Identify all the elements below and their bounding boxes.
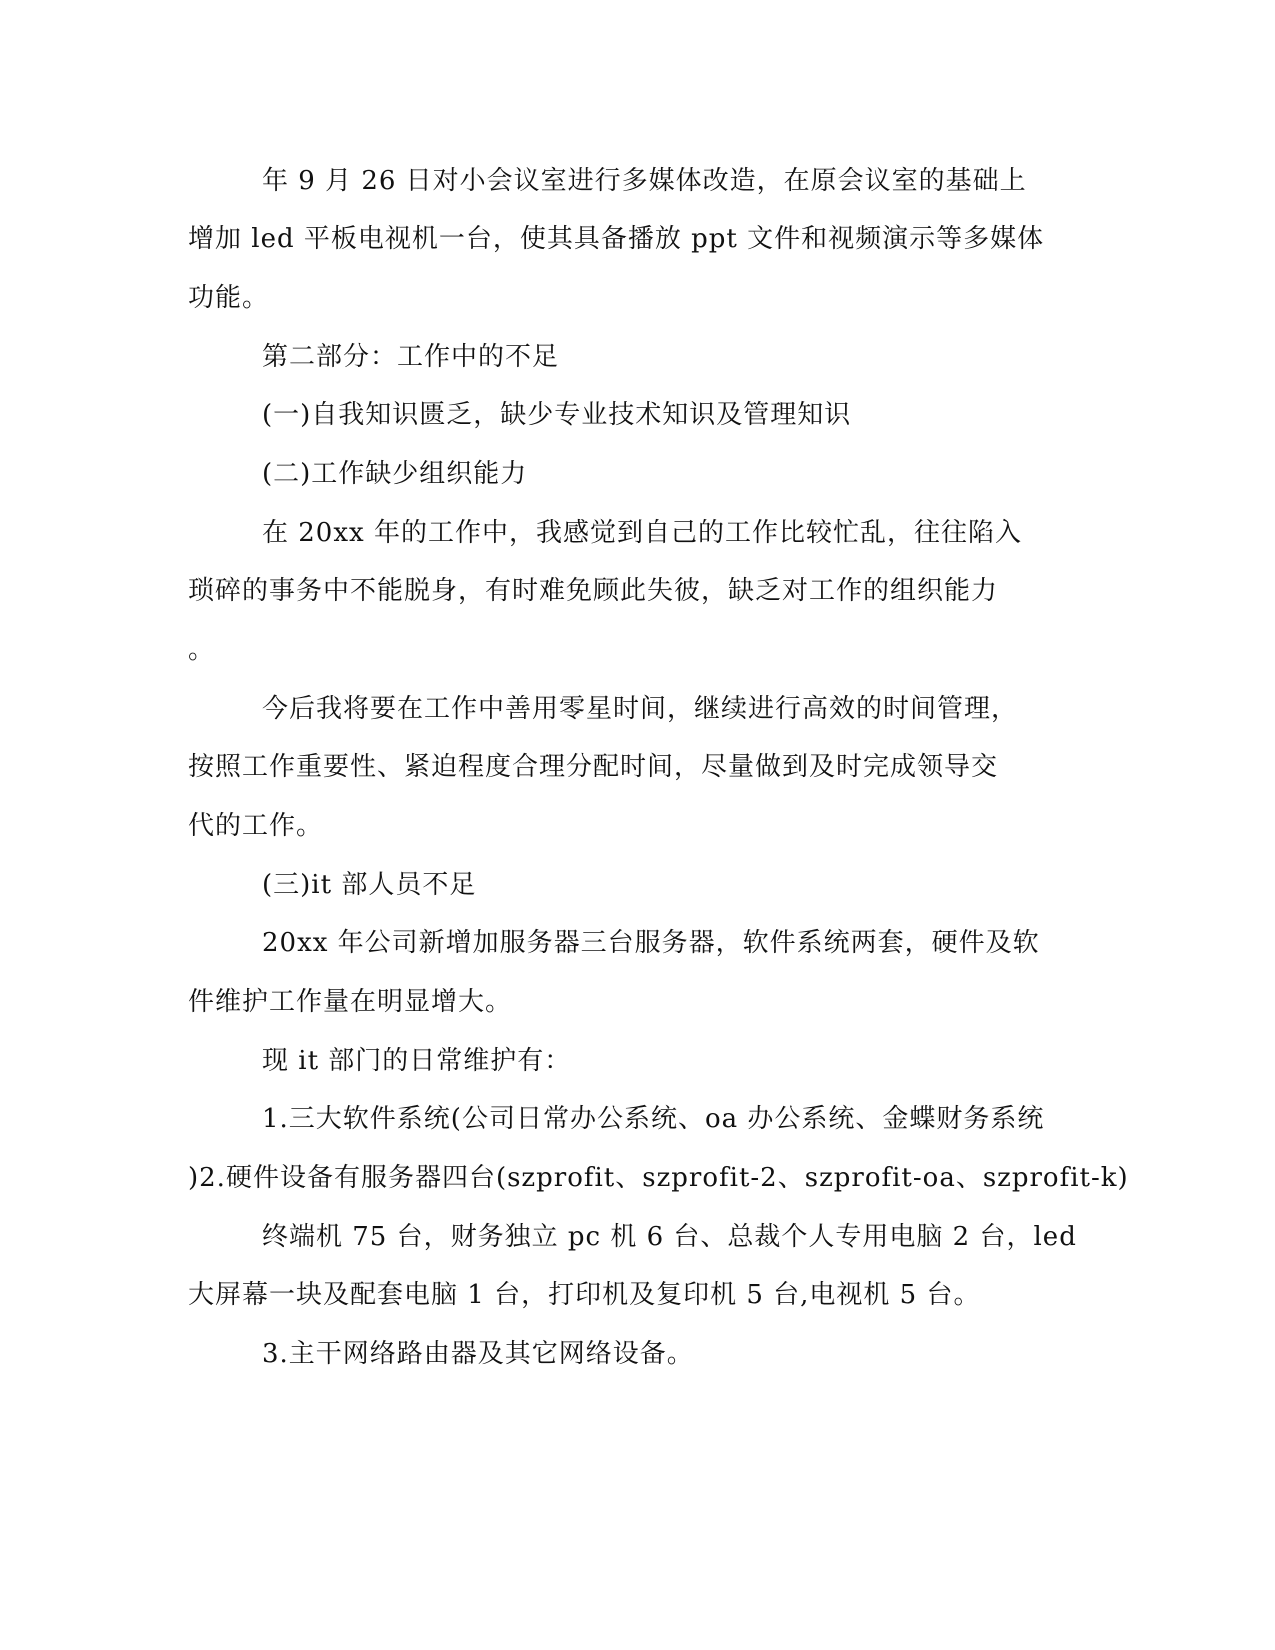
list-item-2: (二)工作缺少组织能力 — [262, 459, 528, 489]
list-item-1: (一)自我知识匮乏，缺少专业技术知识及管理知识 — [262, 400, 852, 430]
paragraph-line-2: 增加 led 平板电视机一台，使其具备播放 ppt 文件和视频演示等多媒体 — [188, 224, 1045, 254]
paragraph-line-9: 代的工作。 — [188, 811, 324, 841]
paragraph-line-14: )2.硬件设备有服务器四台(szprofit、szprofit-2、szprofit-oa、szprofit-k) — [188, 1163, 1129, 1193]
paragraph-line-15: 终端机 75 台，财务独立 pc 机 6 台、总裁个人专用电脑 2 台，led — [262, 1222, 1077, 1252]
section-heading: 第二部分：工作中的不足 — [262, 342, 560, 372]
paragraph-line-6: 。 — [188, 635, 216, 665]
paragraph-line-1: 年 9 月 26 日对小会议室进行多媒体改造，在原会议室的基础上 — [262, 166, 1027, 196]
paragraph-line-10: 20xx 年公司新增加服务器三台服务器，软件系统两套，硬件及软 — [262, 928, 1040, 958]
paragraph-line-5: 琐碎的事务中不能脱身，有时难免顾此失彼，缺乏对工作的组织能力 — [188, 576, 999, 606]
paragraph-line-17: 3.主干网络路由器及其它网络设备。 — [262, 1339, 694, 1369]
paragraph-line-13: 1.三大软件系统(公司日常办公系统、oa 办公系统、金蝶财务系统 — [262, 1104, 1045, 1134]
list-item-3: (三)it 部人员不足 — [262, 870, 477, 900]
paragraph-line-7: 今后我将要在工作中善用零星时间，继续进行高效的时间管理， — [262, 694, 1019, 724]
paragraph-line-4: 在 20xx 年的工作中，我感觉到自己的工作比较忙乱，往往陷入 — [262, 518, 1022, 548]
paragraph-line-11: 件维护工作量在明显增大。 — [188, 987, 513, 1017]
paragraph-line-8: 按照工作重要性、紧迫程度合理分配时间，尽量做到及时完成领导交 — [188, 752, 999, 782]
paragraph-line-12: 现 it 部门的日常维护有： — [262, 1046, 572, 1076]
paragraph-line-16: 大屏幕一块及配套电脑 1 台，打印机及复印机 5 台,电视机 5 台。 — [188, 1280, 981, 1310]
paragraph-line-3: 功能。 — [188, 283, 270, 313]
